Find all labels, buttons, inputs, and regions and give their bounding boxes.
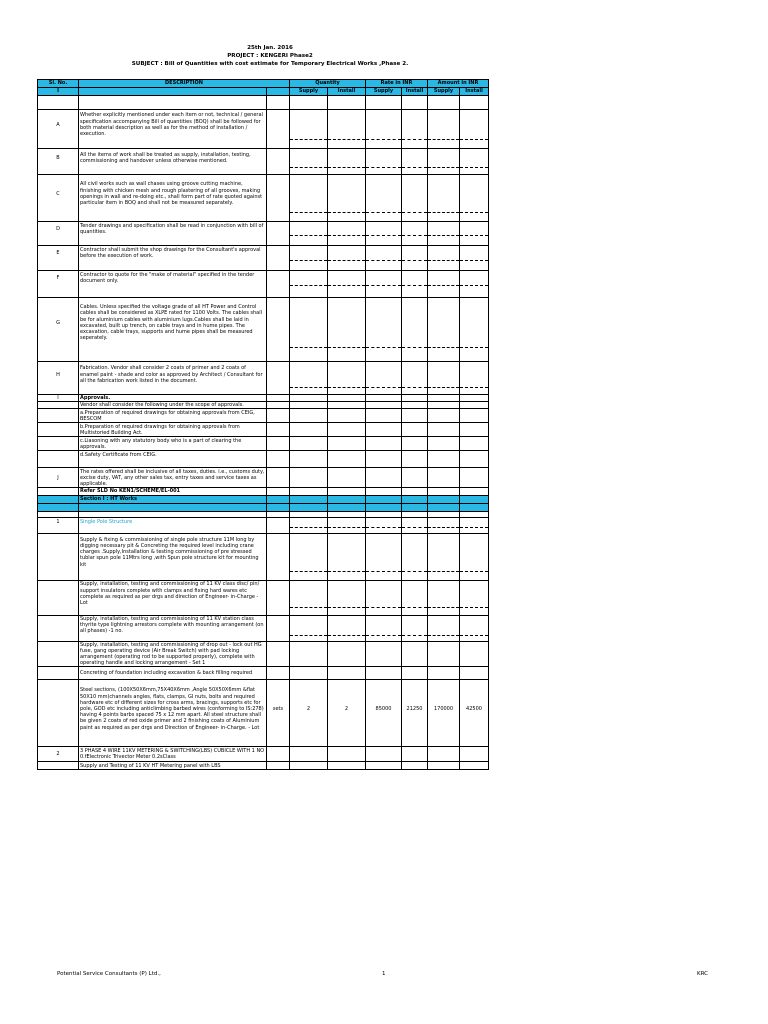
sl-cell: E (38, 246, 79, 261)
rate-install-cell: 21250 (402, 680, 428, 738)
row-i-c (38, 437, 489, 451)
sl-cell: A (38, 110, 79, 140)
row-g (38, 298, 489, 348)
row-item1-p2 (38, 580, 489, 607)
col-roman: I (38, 88, 79, 96)
row-h (38, 362, 489, 388)
sl-cell: H (38, 362, 79, 388)
header-subject: SUBJECT : Bill of Quantities with cost estimate for Temporary Electrical Works ,Phase 2. (131, 61, 409, 67)
item-desc: Steel sections, (100X50X6mm,75X40X6mm ,Angle 50X50X6mm &flat 50X10 mm)channels angles, flats, clamps, GI nuts, bolts and required hardware etc of different sizes for cross arms, bracings, supports etc for pole, GOD etc including anticlimbing barbed wires (conforming to IS:278) having 4 points barbs spaced 75 x 12 mm apart. All steel structure shall be given 2 coats of red oxide primer and 2 finishing coats of Aluminium paint as required as per drgs and Direction of Engineer- in-Charge. - Lot (79, 680, 267, 738)
row-a (38, 110, 489, 140)
row-item2-p2 (38, 762, 489, 770)
header-date: 25th Jan. 2016 (247, 45, 293, 51)
row-item1-title (38, 517, 489, 527)
row-c (38, 175, 489, 213)
sl-cell: D (38, 222, 79, 236)
row-item1-p4 (38, 641, 489, 667)
row-j-ref (38, 488, 489, 495)
row-f (38, 271, 489, 286)
amt-supply-cell: 170000 (428, 680, 460, 738)
approval-d: d.Safety Certificate from CEIG. (79, 451, 267, 458)
desc-cell: All the items of work shall be treated as supply, installation, testing, commissioning and handover unless otherwise mentioned. (79, 149, 267, 168)
col-rate: Rate in INR (366, 80, 428, 88)
sl-cell: 1 (38, 517, 79, 527)
sl-cell: C (38, 175, 79, 213)
col-amount: Amount in INR (428, 80, 489, 88)
rate-install-head: Install (402, 88, 428, 96)
footer-company: Potential Service Consultants (P) Ltd., (57, 971, 161, 977)
row-e (38, 246, 489, 261)
approvals-intro: Vendor shall consider the following under the scope of approvals. (79, 402, 267, 409)
item-desc: Supply, installation, testing and commissioning of 11 KV class disc/ pin/ support insulators complete with clamps and fixing hard wares etc complete as required as per drgs and direction of Engineer- in-Charge - Lot (79, 580, 267, 607)
desc-cell: Fabrication. Vendor shall consider 2 coats of primer and 2 coats of enamel paint - shade and color as approved by Architect / Consultant for all the fabrication work listed in the document. (79, 362, 267, 388)
sl-cell: F (38, 271, 79, 286)
footer-code: KRC (697, 971, 708, 977)
desc-cell: Contractor shall submit the shop drawings for the Consultant's approval before the execution of work. (79, 246, 267, 261)
row-item1-p5 (38, 667, 489, 680)
row-i-d (38, 451, 489, 458)
row-item1-p1 (38, 533, 489, 571)
item-desc: Supply, installation, testing and commissioning of drop out - lock out HG fuse, gang operating device (Air Break Switch) with pad locking arrangement (operating rod to be supported properly), complete with operating handle and locking arrangement - Set 1 (79, 641, 267, 667)
row-item1-p3 (38, 615, 489, 635)
header-project: PROJECT : KENGERI Phase2 (227, 53, 313, 59)
item-desc: 3 PHASE 4 WIRE 11KV METERING & SWITCHING(LBS) CUBICLE WITH 1 NO 0.fElectronic Trivector Meter 0.2sClass (79, 747, 267, 762)
item-desc: Supply, installation, testing and commissioning of 11 KV station class thyrite type lightning arrestors complete with mounting arrangement (on all phases) -1 no. (79, 615, 267, 635)
header-row-1 (38, 80, 489, 88)
row-d (38, 222, 489, 236)
col-sl: Sl. No. (38, 80, 79, 88)
qty-install-head: Install (328, 88, 366, 96)
header-row-2 (38, 88, 489, 96)
qty-install-cell: 2 (328, 680, 366, 738)
boq-table (37, 79, 489, 770)
desc-cell: Contractor to quote for the "make of material" specified in the tender document only. (79, 271, 267, 286)
desc-cell: The rates offered shall be inclusive of all taxes, duties. i.e., customs duty, excise duty, VAT, any other sales tax, entry taxes and service taxes as applicable. (80, 468, 265, 487)
row-i-intro (38, 402, 489, 409)
row-b (38, 149, 489, 168)
section-row (38, 495, 489, 503)
sl-cell: B (38, 149, 79, 168)
approvals-title: Approvals. (79, 395, 267, 402)
section-spacer-row (38, 503, 489, 511)
desc-cell: Whether explicitly mentioned under each item or not, technical / general specification accompanying Bill of quantities (BOQ) shall be followed for both material description as well as for the method of installation / execution. (79, 110, 267, 140)
desc-cell: All civil works such as wall chases using groove cutting machine, finishing with chicken mesh and rough plastering of all grooves, making openings in wall and re-doing etc., shall form part of rate quoted against particular item in BOQ and shall not be measured separately. (79, 175, 267, 213)
item-title: Single Pole Structure (79, 517, 267, 527)
sl-cell: J (38, 468, 79, 488)
row-item1-p6 (38, 680, 489, 738)
sld-reference: Refer SLD No KEN1/SCHEME/EL-001 (79, 488, 267, 495)
row-i-a (38, 409, 489, 423)
qty-supply-cell: 2 (290, 680, 328, 738)
sl-cell: I (38, 395, 79, 402)
unit-cell: sets (267, 680, 290, 738)
amt-install-cell: 42500 (460, 680, 489, 738)
item-desc: Supply and Testing of 11 KV HT Metering panel with LBS (79, 762, 267, 770)
qty-supply-head: Supply (290, 88, 328, 96)
sl-cell: G (38, 298, 79, 348)
approval-c: c.Liasoning with any statutory body who is a part of clearing the approvals. (79, 437, 267, 451)
row-i-b (38, 423, 489, 437)
row-item2-p1 (38, 747, 489, 762)
rate-supply-cell: 85000 (366, 680, 402, 738)
section-title: Section I : HT Works (79, 495, 267, 503)
approval-b: b.Preparation of required drawings for obtaining approvals from Multistoried Building Act. (79, 423, 267, 437)
desc-cell: Tender drawings and specification shall be read in conjunction with bill of quantities. (79, 222, 267, 236)
amt-install-head: Install (460, 88, 489, 96)
footer-page-number: 1 (382, 971, 386, 977)
col-description: DESCRIPTION (79, 80, 290, 88)
item-desc: Concreting of foundation including excavation & back filling required (79, 667, 267, 680)
desc-cell: Cables. Unless specified the voltage grade of all HT Power and Control cables shall be considered as XLPE rated for 1100 Volts. The cables shall be for aluminium cables with aluminium lugs.Cables shall be laid in excavated, built up trench, on cable trays and in hume pipes. The excavation, cable trays, supports and hume pipes shall be measured seperately. (79, 298, 267, 348)
col-quantity: Quantity (290, 80, 366, 88)
approval-a: a.Preparation of required drawings for obtaining approvals from CEIG, BESCOM (79, 409, 267, 423)
item-desc: Supply & fixing & commissioning of single pole structure 11M long by digging necessary pit & Concreting the required level including crane charges .Supply,Installation & testing commissioning of pre stressed tublar spun pole 11Mtrs long ,with Spun pole structure kit for mounting kit (79, 533, 267, 571)
row-i-title (38, 395, 489, 402)
amt-supply-head: Supply (428, 88, 460, 96)
row-j (38, 468, 489, 488)
sl-cell: 2 (38, 747, 79, 762)
rate-supply-head: Supply (366, 88, 402, 96)
